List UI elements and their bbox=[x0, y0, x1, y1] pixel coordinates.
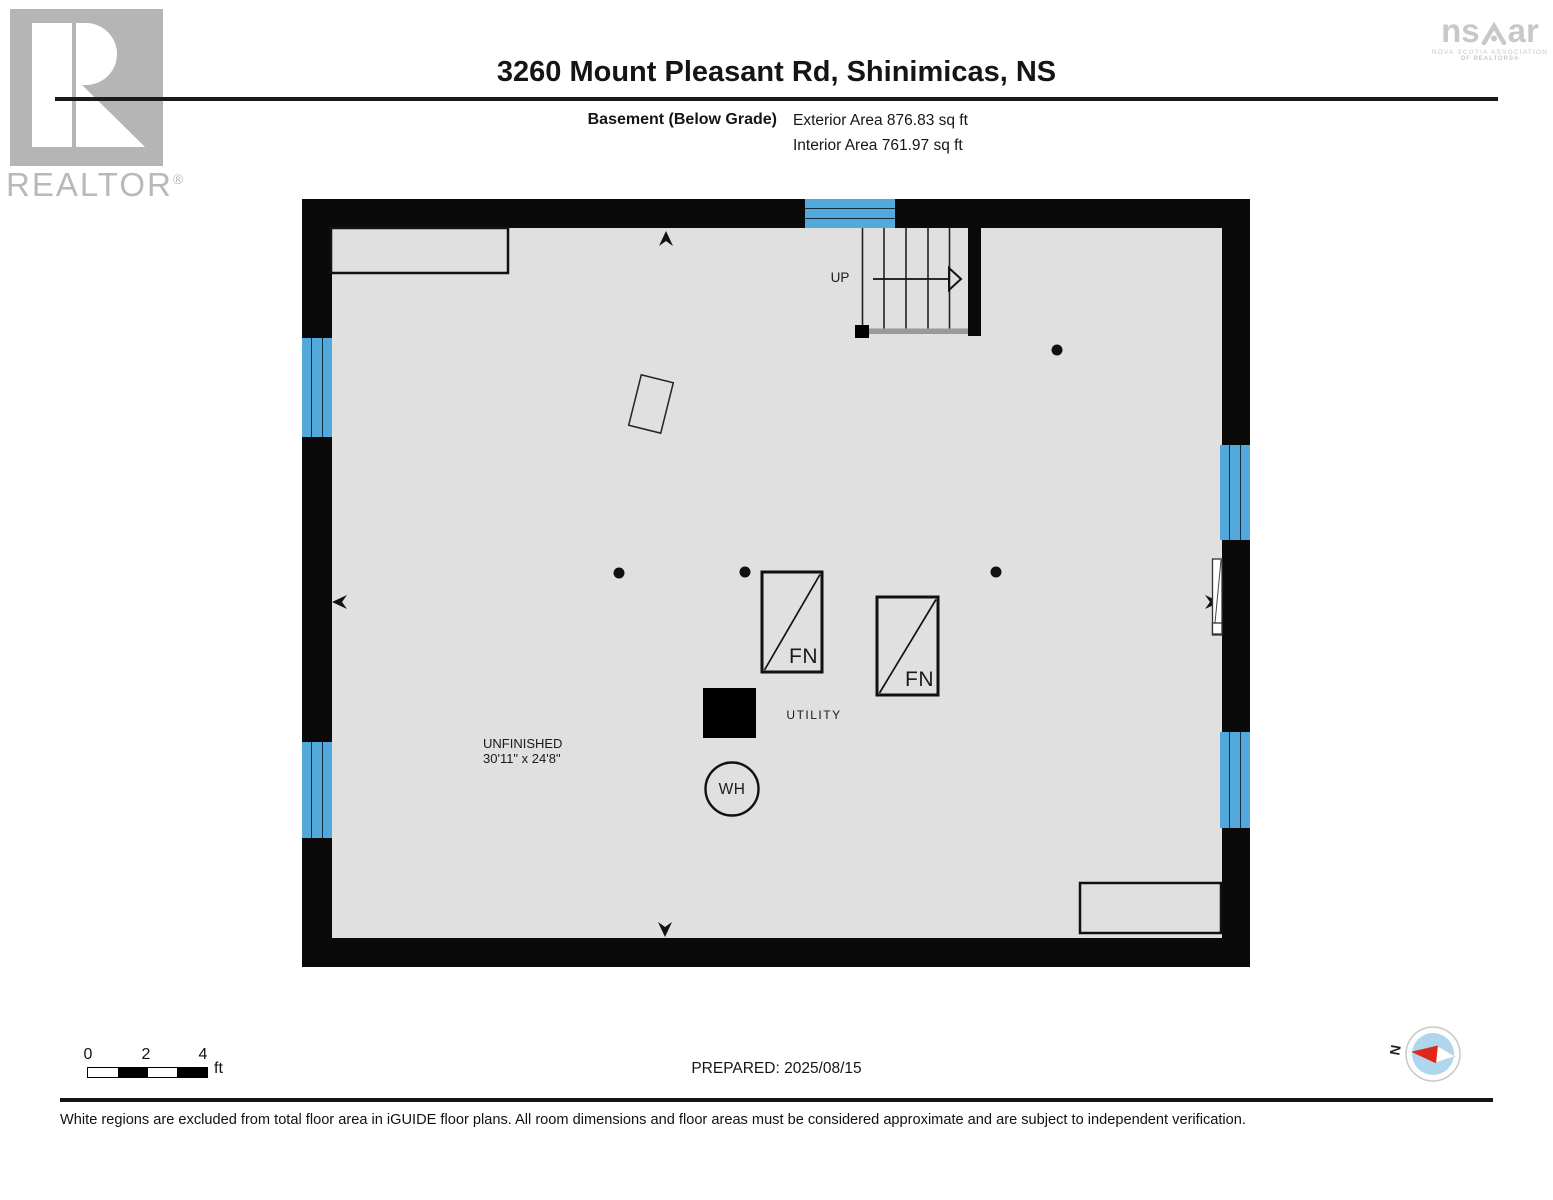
support-post-dot bbox=[991, 567, 1002, 578]
nsar-subtitle-1: NOVA SCOTIA ASSOCIATION bbox=[1431, 49, 1549, 56]
stairs-side-wall bbox=[968, 228, 981, 336]
stairs-up-arrow bbox=[873, 268, 961, 290]
utility-block bbox=[703, 688, 756, 738]
utility-label: UTILITY bbox=[786, 708, 842, 722]
nsar-roof-icon bbox=[1481, 21, 1507, 45]
scale-tick-2: 2 bbox=[141, 1046, 151, 1063]
prepared-date: PREPARED: 2025/08/15 bbox=[691, 1060, 862, 1077]
room-name: UNFINISHED bbox=[483, 736, 563, 751]
exterior-area-value: Exterior Area 876.83 sq ft bbox=[793, 112, 968, 129]
room-dimensions: 30'11" x 24'8" bbox=[483, 750, 561, 766]
scale-unit-label: ft bbox=[214, 1060, 223, 1077]
support-post-dot bbox=[740, 567, 751, 578]
nsar-right-text: ar bbox=[1507, 12, 1539, 49]
scale-tick-0: 0 bbox=[83, 1046, 93, 1063]
title-divider bbox=[55, 97, 1498, 101]
loose-object bbox=[629, 375, 674, 433]
nsar-wordmark bbox=[1430, 12, 1550, 49]
interior-area-value: Interior Area 761.97 sq ft bbox=[793, 137, 963, 154]
opening-arrow-down-icon bbox=[658, 922, 672, 937]
compass bbox=[1388, 1024, 1468, 1088]
page-title: 3260 Mount Pleasant Rd, Shinimicas, NS bbox=[496, 56, 1057, 88]
support-post-dot bbox=[1052, 345, 1063, 356]
floor-plan bbox=[302, 199, 1250, 967]
floor-level-label: Basement (Below Grade) bbox=[587, 111, 777, 128]
compass-icon bbox=[1403, 1024, 1463, 1084]
compass-north-label: N bbox=[1386, 1043, 1404, 1057]
scale-tick-4: 4 bbox=[198, 1046, 208, 1063]
support-post-dot bbox=[614, 568, 625, 579]
furnace-2-label: FN bbox=[905, 668, 934, 691]
footer-divider bbox=[60, 1098, 1493, 1102]
opening-arrow-left-icon bbox=[332, 595, 347, 609]
door-right-wall bbox=[1213, 559, 1223, 635]
shelf-bottom-right bbox=[1080, 883, 1221, 933]
disclaimer-text: White regions are excluded from total floor area in iGUIDE floor plans. All room dimensions and floor areas must be considered approximate and are subject to independent verification. bbox=[60, 1112, 1246, 1128]
water-heater-label: WH bbox=[718, 781, 746, 798]
nsar-subtitle-2: OF REALTORS® bbox=[1460, 56, 1520, 62]
stairs-post bbox=[855, 325, 869, 338]
room-label bbox=[483, 737, 562, 766]
shelf-top-left bbox=[331, 228, 508, 273]
opening-arrow-up-icon bbox=[659, 231, 673, 246]
stairs-up-label: UP bbox=[830, 270, 850, 285]
furnace-1-label: FN bbox=[789, 645, 818, 668]
registered-mark: ® bbox=[172, 171, 186, 187]
realtor-wordmark bbox=[6, 166, 206, 204]
plan-linework bbox=[302, 199, 1250, 967]
nsar-left-text: ns bbox=[1441, 12, 1480, 49]
realtor-wordmark-text: REALTOR bbox=[6, 166, 173, 203]
stairs-base-strip bbox=[860, 329, 972, 335]
